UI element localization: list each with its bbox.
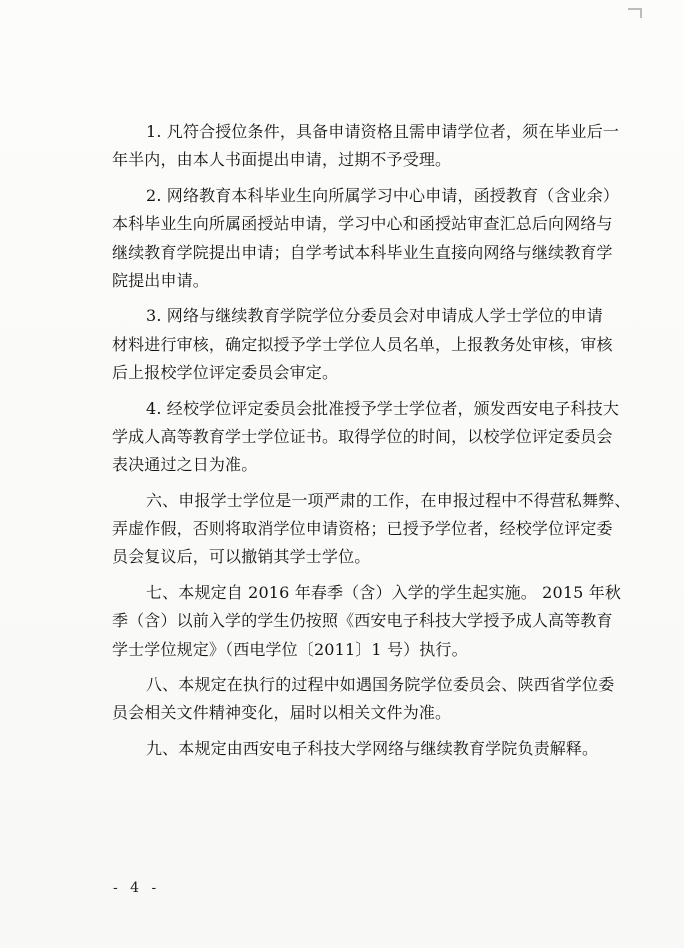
paragraph-1 xyxy=(112,118,632,175)
paragraph-line: 弄虚作假，否则将取消学位申请资格；已授予学位者，经校学位评定委 xyxy=(112,519,613,539)
paragraph-line: 八、本规定在执行的过程中如遇国务院学位委员会、陕西省学位委 xyxy=(146,675,615,695)
paragraph-line: 学成人高等教育学士学位证书。取得学位的时间，以校学位评定委员会 xyxy=(112,426,613,446)
paragraph-9 xyxy=(112,735,632,763)
paragraph-3 xyxy=(112,302,632,387)
paragraph-line: 表决通过之日为准。 xyxy=(112,455,258,475)
paragraph-line: 2. 网络教育本科毕业生向所属学习中心申请，函授教育（含业余） xyxy=(146,185,620,205)
paragraph-line: 员会复议后，可以撤销其学士学位。 xyxy=(112,547,371,567)
scan-corner-mark xyxy=(628,8,642,18)
paragraph-line: 七、本规定自 2016 年春季（含）入学的学生起实施。 2015 年秋 xyxy=(146,582,622,602)
paragraph-2 xyxy=(112,182,632,296)
paragraph-line: 本科毕业生向所属函授站申请，学习中心和函授站审查汇总后向网络与 xyxy=(112,214,613,234)
paragraph-line: 3. 网络与继续教育学院学位分委员会对申请成人学士学位的申请 xyxy=(146,306,603,326)
paragraph-7 xyxy=(112,579,632,664)
paragraph-line: 4. 经校学位评定委员会批准授予学士学位者，颁发西安电子科技大 xyxy=(146,398,620,418)
document-body xyxy=(112,118,632,770)
page-number: - 4 - xyxy=(113,880,161,896)
paragraph-line: 继续教育学院提出申请；自学考试本科毕业生直接向网络与继续教育学 xyxy=(112,242,613,262)
paragraph-line: 后上报校学位评定委员会审定。 xyxy=(112,363,339,383)
paragraph-8 xyxy=(112,671,632,728)
paragraph-line: 年半内，由本人书面提出申请，过期不予受理。 xyxy=(112,150,452,170)
paragraph-line: 院提出申请。 xyxy=(112,270,209,290)
paragraph-6 xyxy=(112,487,632,572)
paragraph-line: 六、申报学士学位是一项严肃的工作，在申报过程中不得营私舞弊、 xyxy=(146,490,631,510)
paragraph-line: 季（含）以前入学的学生仍按照《西安电子科技大学授予成人高等教育 xyxy=(112,611,613,631)
paragraph-line: 九、本规定由西安电子科技大学网络与继续教育学院负责解释。 xyxy=(146,738,599,758)
paragraph-line: 1. 凡符合授位条件，具备申请资格且需申请学位者，须在毕业后一 xyxy=(146,122,620,141)
paragraph-line: 员会相关文件精神变化，届时以相关文件为准。 xyxy=(112,703,452,723)
paragraph-line: 材料进行审核，确定拟授予学士学位人员名单，上报教务处审核，审核 xyxy=(112,334,613,354)
paragraph-4 xyxy=(112,395,632,480)
paragraph-line: 学士学位规定》（西电学位〔2011〕1 号）执行。 xyxy=(112,639,468,659)
